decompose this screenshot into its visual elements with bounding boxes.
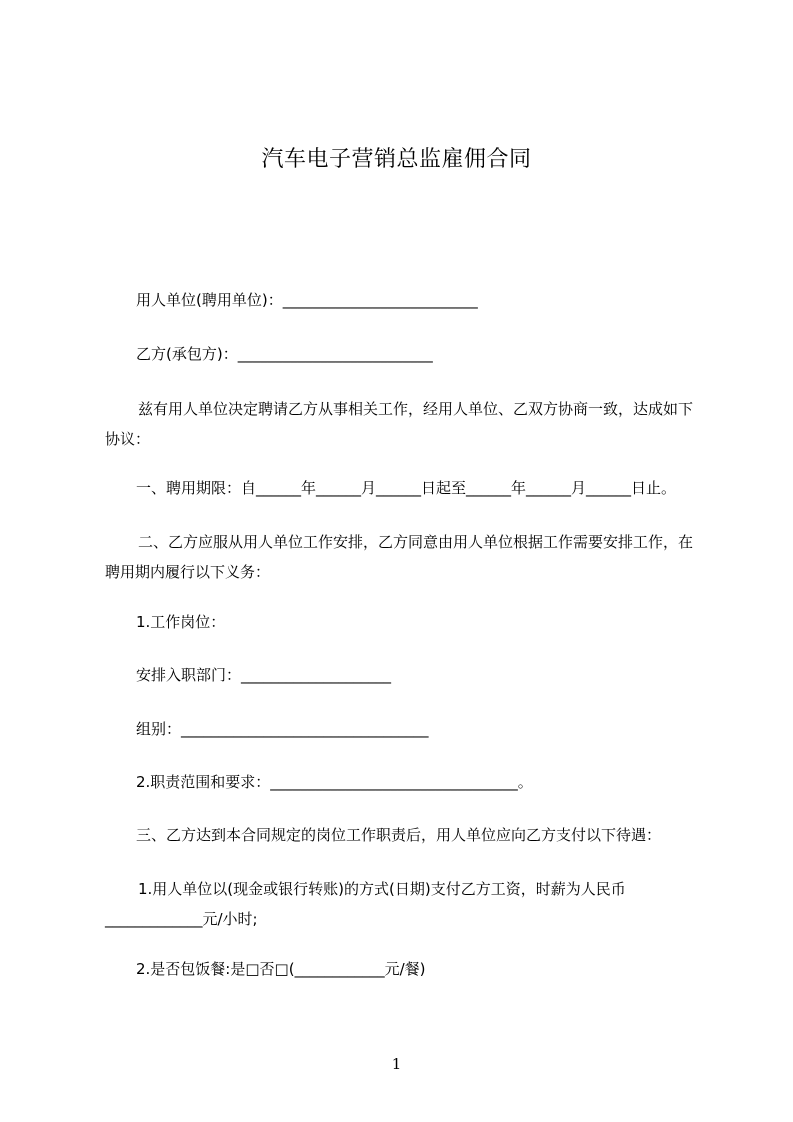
section-2-duties-intro: 二、乙方应服从用人单位工作安排，乙方同意由用人单位根据工作需要安排工作，在聘用期内履行以下义务： bbox=[105, 533, 694, 581]
department-line: 安排入职部门：____________________ bbox=[136, 666, 392, 684]
group-line: 组别：_________________________________ bbox=[136, 720, 429, 738]
document-title: 汽车电子营销总监雇佣合同 bbox=[261, 147, 532, 172]
intro-paragraph: 兹有用人单位决定聘请乙方从事相关工作，经用人单位、乙双方协商一致，达成如下协议： bbox=[105, 400, 694, 448]
section-3-benefits: 三、乙方达到本合同规定的岗位工作职责后，用人单位应向乙方支付以下待遇： bbox=[136, 826, 662, 844]
meal-line: 2.是否包饭餐:是□否□(____________元/餐) bbox=[136, 960, 426, 978]
duties-line: 2.职责范围和要求：_________________________________。 bbox=[136, 773, 533, 791]
wage-paragraph: 1.用人单位以(现金或银行转账)的方式(日期)支付乙方工资，时薪为人民币_____________元/小时; bbox=[105, 880, 626, 928]
party-b-line: 乙方(承包方)：__________________________ bbox=[136, 345, 433, 363]
item-work-post: 1.工作岗位： bbox=[136, 613, 226, 631]
page-number: 1 bbox=[391, 1055, 402, 1073]
employer-line: 用人单位(聘用单位)：__________________________ bbox=[136, 291, 478, 309]
section-1-term: 一、聘用期限：自______年______月______日起至______年______月______日止。 bbox=[136, 479, 677, 497]
